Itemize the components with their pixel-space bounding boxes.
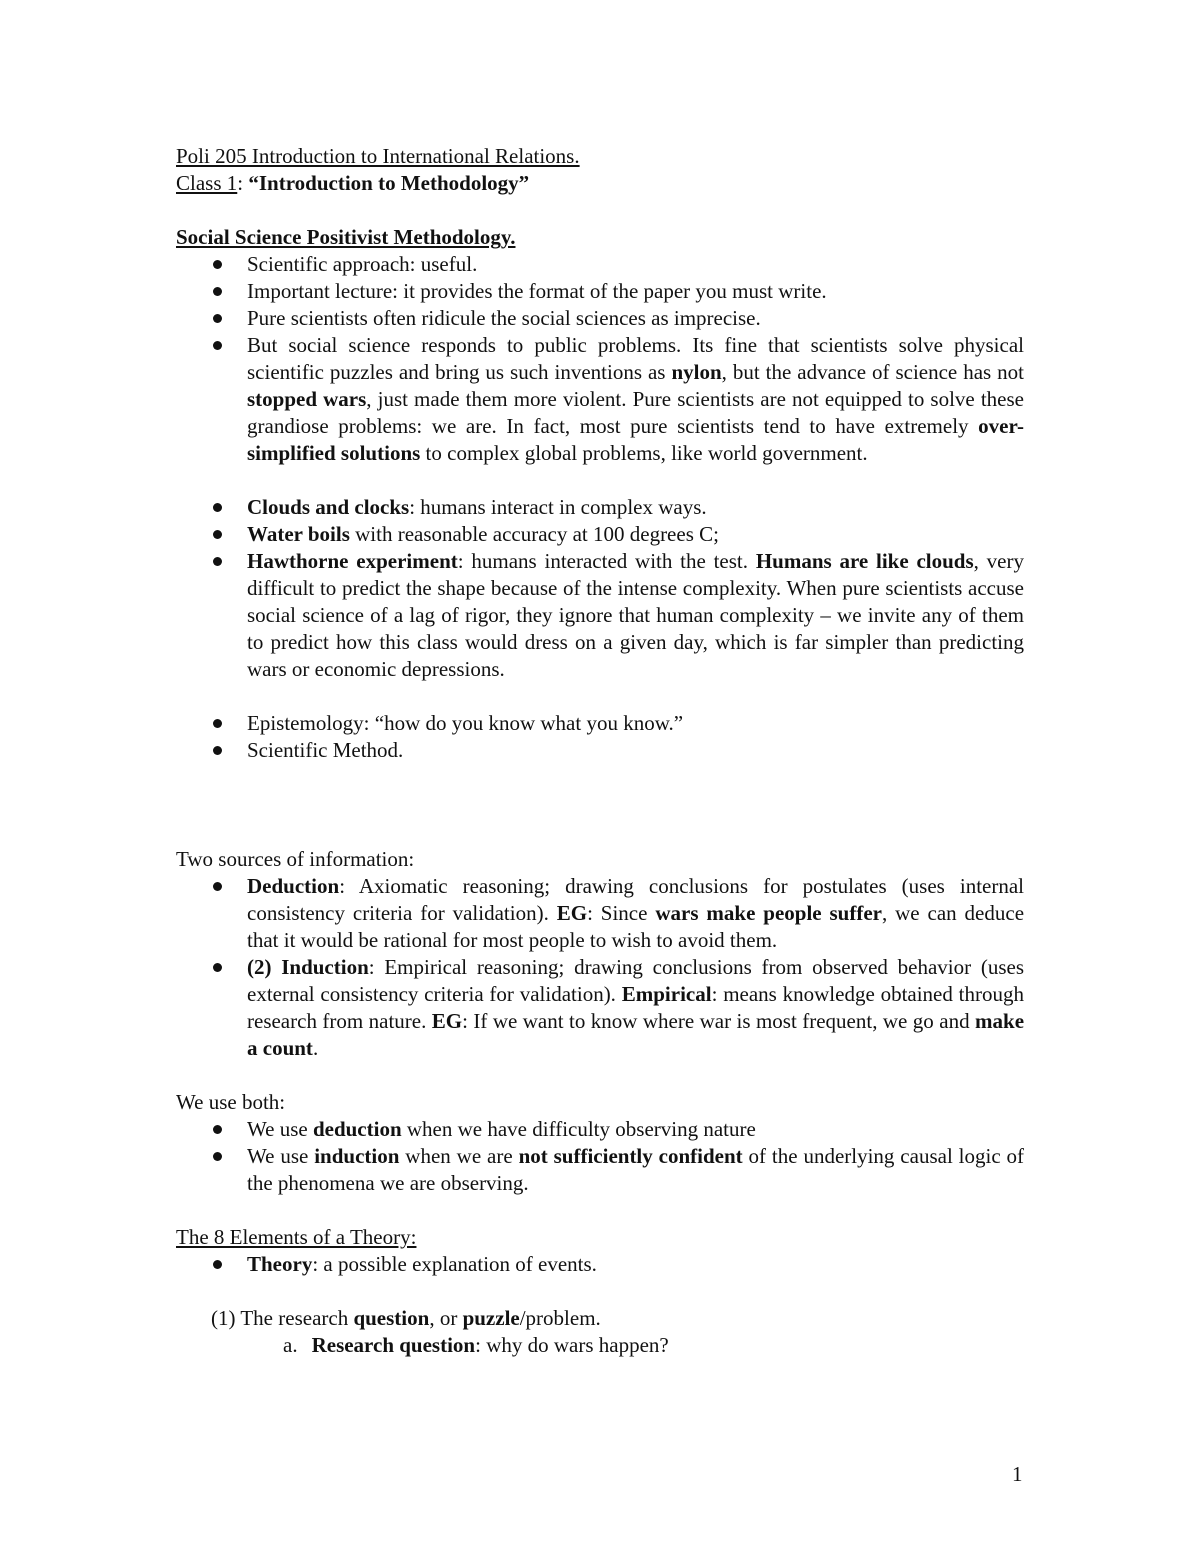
section-heading: The 8 Elements of a Theory:	[176, 1225, 417, 1249]
class-title: Class 1: “Introduction to Methodology”	[176, 171, 530, 195]
bullet-icon	[213, 882, 222, 891]
bullet-list	[176, 251, 1024, 467]
numbered-item: (1) The research question, or puzzle/problem.	[211, 1306, 601, 1330]
bullet-list	[176, 494, 1024, 683]
list-item: Water boils with reasonable accuracy at 100 degrees C;	[176, 521, 1024, 548]
course-title: Poli 205 Introduction to International Relations.	[176, 144, 580, 168]
section-we-use-both	[176, 1089, 1024, 1197]
section-information-sources	[176, 846, 1024, 1062]
section-intro: We use both:	[176, 1090, 286, 1114]
list-item: Scientific approach: useful.	[176, 251, 1024, 278]
bullet-icon	[213, 1125, 222, 1134]
bullet-icon	[213, 341, 222, 350]
bullet-icon	[213, 963, 222, 972]
list-item: Important lecture: it provides the format of the paper you must write.	[176, 278, 1024, 305]
list-item: Scientific Method.	[176, 737, 1024, 764]
list-item: Hawthorne experiment: humans interacted with the test. Humans are like clouds, very difficult to predict the shape because of the intense complexity. When pure scientists accuse social science of a lag of rigor, they ignore that human complexity – we invite any of them to predict how this class would dress on a given day, which is far simpler than predicting wars or economic depressions.	[176, 548, 1024, 683]
bullet-icon	[213, 314, 222, 323]
bullet-icon	[213, 557, 222, 566]
bullet-list	[176, 710, 1024, 764]
list-item: Epistemology: “how do you know what you know.”	[176, 710, 1024, 737]
page-number: 1	[1012, 1462, 1023, 1486]
bullet-list	[176, 873, 1024, 1062]
bullet-icon	[213, 1260, 222, 1269]
bullet-icon	[213, 1152, 222, 1161]
list-item: But social science responds to public problems. Its fine that scientists solve physical scientific puzzles and bring us such inventions as nylon, but the advance of science has not stopped wars, just made them more violent. Pure scientists are not equipped to solve these grandiose problems: we are. In fact, most pure scientists tend to have extremely over-simplified solutions to complex global problems, like world government.	[176, 332, 1024, 467]
bullet-icon	[213, 719, 222, 728]
bullet-list	[176, 1116, 1024, 1197]
section-heading: Social Science Positivist Methodology.	[176, 225, 516, 249]
list-item: Deduction: Axiomatic reasoning; drawing conclusions for postulates (uses internal consistency criteria for validation). EG: Since wars make people suffer, we can deduce that it would be rational for most people to wish to avoid them.	[176, 873, 1024, 954]
list-item: We use induction when we are not sufficiently confident of the underlying causal logic of the phenomena we are observing.	[176, 1143, 1024, 1197]
list-item: Clouds and clocks: humans interact in complex ways.	[176, 494, 1024, 521]
list-item: Theory: a possible explanation of events.	[176, 1251, 1024, 1278]
bullet-icon	[213, 503, 222, 512]
sub-item: a. Research question: why do wars happen?	[283, 1333, 669, 1357]
bullet-icon	[213, 746, 222, 755]
bullet-list	[176, 1251, 1024, 1278]
document-header	[176, 143, 1024, 197]
bullet-icon	[213, 530, 222, 539]
list-item: (2) Induction: Empirical reasoning; drawing conclusions from observed behavior (uses external consistency criteria for validation). Empirical: means knowledge obtained through research from nature. EG: If we want to know where war is most frequent, we go and make a count.	[176, 954, 1024, 1062]
section-theory-elements	[176, 1224, 1024, 1278]
list-item: Pure scientists often ridicule the social sciences as imprecise.	[176, 305, 1024, 332]
section-intro: Two sources of information:	[176, 847, 415, 871]
list-item: We use deduction when we have difficulty observing nature	[176, 1116, 1024, 1143]
bullet-icon	[213, 260, 222, 269]
section-positivist-methodology	[176, 224, 1024, 764]
bullet-icon	[213, 287, 222, 296]
